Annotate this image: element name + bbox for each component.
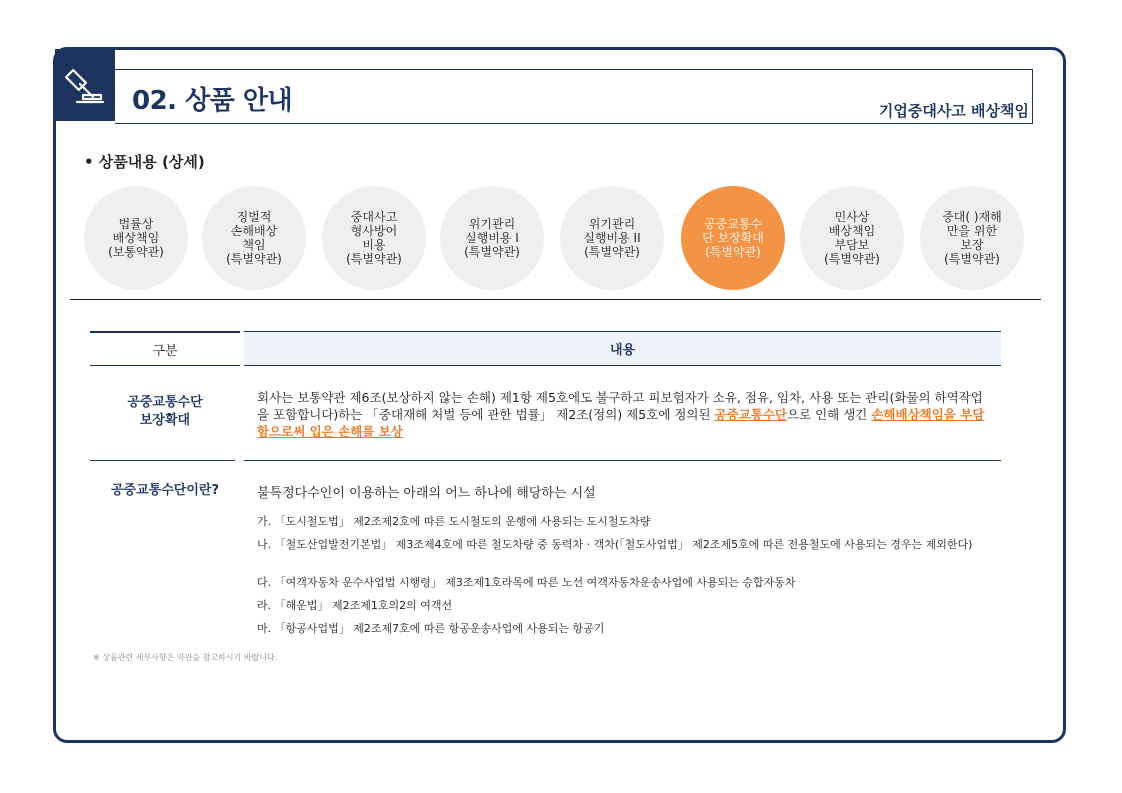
row2-label: 공중교통수단이란? (110, 483, 219, 498)
section-heading: • 상품내용 (상세) (84, 153, 205, 171)
row-separator-right (244, 460, 1001, 461)
highlight-public-transport: 공중교통수단 (714, 407, 787, 422)
page-title: 02. 상품 안내 (132, 86, 293, 116)
highlight-compensation: 손해배상책임을 부담함으로써 입은 손해를 보상 (257, 407, 985, 439)
definition-item: 마. 「항공사업법」 제2조제7호에 따른 항공운송사업에 사용되는 항공기 (257, 622, 605, 635)
product-name: 기업중대사고 배상책임 (878, 102, 1029, 120)
coverage-circle-legal-liability[interactable]: 법률상 배상책임 (보통약관) (84, 186, 188, 290)
footnote: ※ 상품관련 세부사항은 약관을 참고하시기 바랍니다. (93, 653, 278, 662)
gavel-icon (55, 49, 115, 121)
row2-intro: 불특정다수인이 이용하는 아래의 어느 하나에 해당하는 시설 (257, 486, 596, 501)
row-separator-left (90, 460, 235, 461)
table-header-content: 내용 (244, 331, 1001, 366)
definition-item: 나. 「철도산업발전기본법」 제3조제4호에 따른 철도차량 중 동력차 · 객차(「철도사업법」 제2조제5호에 따른 전용철도에 사용되는 경우는 제외한다) (257, 538, 973, 551)
coverage-circle-civil-liability-exclusion[interactable]: 민사상 배상책임 부담보 (특별약관) (800, 186, 904, 290)
row1-label: 공중교통수단 보장확대 (127, 395, 203, 428)
coverage-circle-crisis-cost-1[interactable]: 위기관리 실행비용 I (특별약관) (440, 186, 544, 290)
coverage-circle-criminal-defense[interactable]: 중대사고 형사방어 비용 (특별약관) (322, 186, 426, 290)
table-header-category: 구분 (90, 331, 240, 366)
coverage-circle-serious-disaster-only[interactable]: 중대( )재해 만을 위한 보장 (특별약관) (920, 186, 1024, 290)
definition-item: 다. 「여객자동차 운수사업법 시행령」 제3조제1호라목에 따른 노선 여객자동차운송사업에 사용되는 승합자동차 (257, 576, 796, 589)
definition-item: 가. 「도시철도법」 제2조제2호에 따른 도시철도의 운행에 사용되는 도시철도차량 (257, 515, 651, 528)
section-divider (70, 299, 1041, 300)
coverage-circles (84, 186, 1044, 290)
coverage-circle-crisis-cost-2[interactable]: 위기관리 실행비용 II (특별약관) (560, 186, 664, 290)
row1-content: 회사는 보통약관 제6조(보상하지 않는 손해) 제1항 제5호에도 불구하고 피보험자가 소유, 점유, 임차, 사용 또는 관리(화물의 하역작업을 포함합니다)하는 「중대재해 처벌 등에 관한 법률」 제2조(정의) 제5호에 정의된 공중교통수단으로 인해 생긴 손해배상책임을 부담함으로써 입은 손해를 보상 (257, 390, 985, 439)
definition-item: 라. 「해운법」 제2조제1호의2의 여객선 (257, 599, 453, 612)
coverage-circle-public-transport[interactable]: 공중교통수 단 보장확대 (특별약관) (681, 186, 785, 290)
coverage-circle-punitive-damages[interactable]: 징벌적 손해배상 책임 (특별약관) (202, 186, 306, 290)
